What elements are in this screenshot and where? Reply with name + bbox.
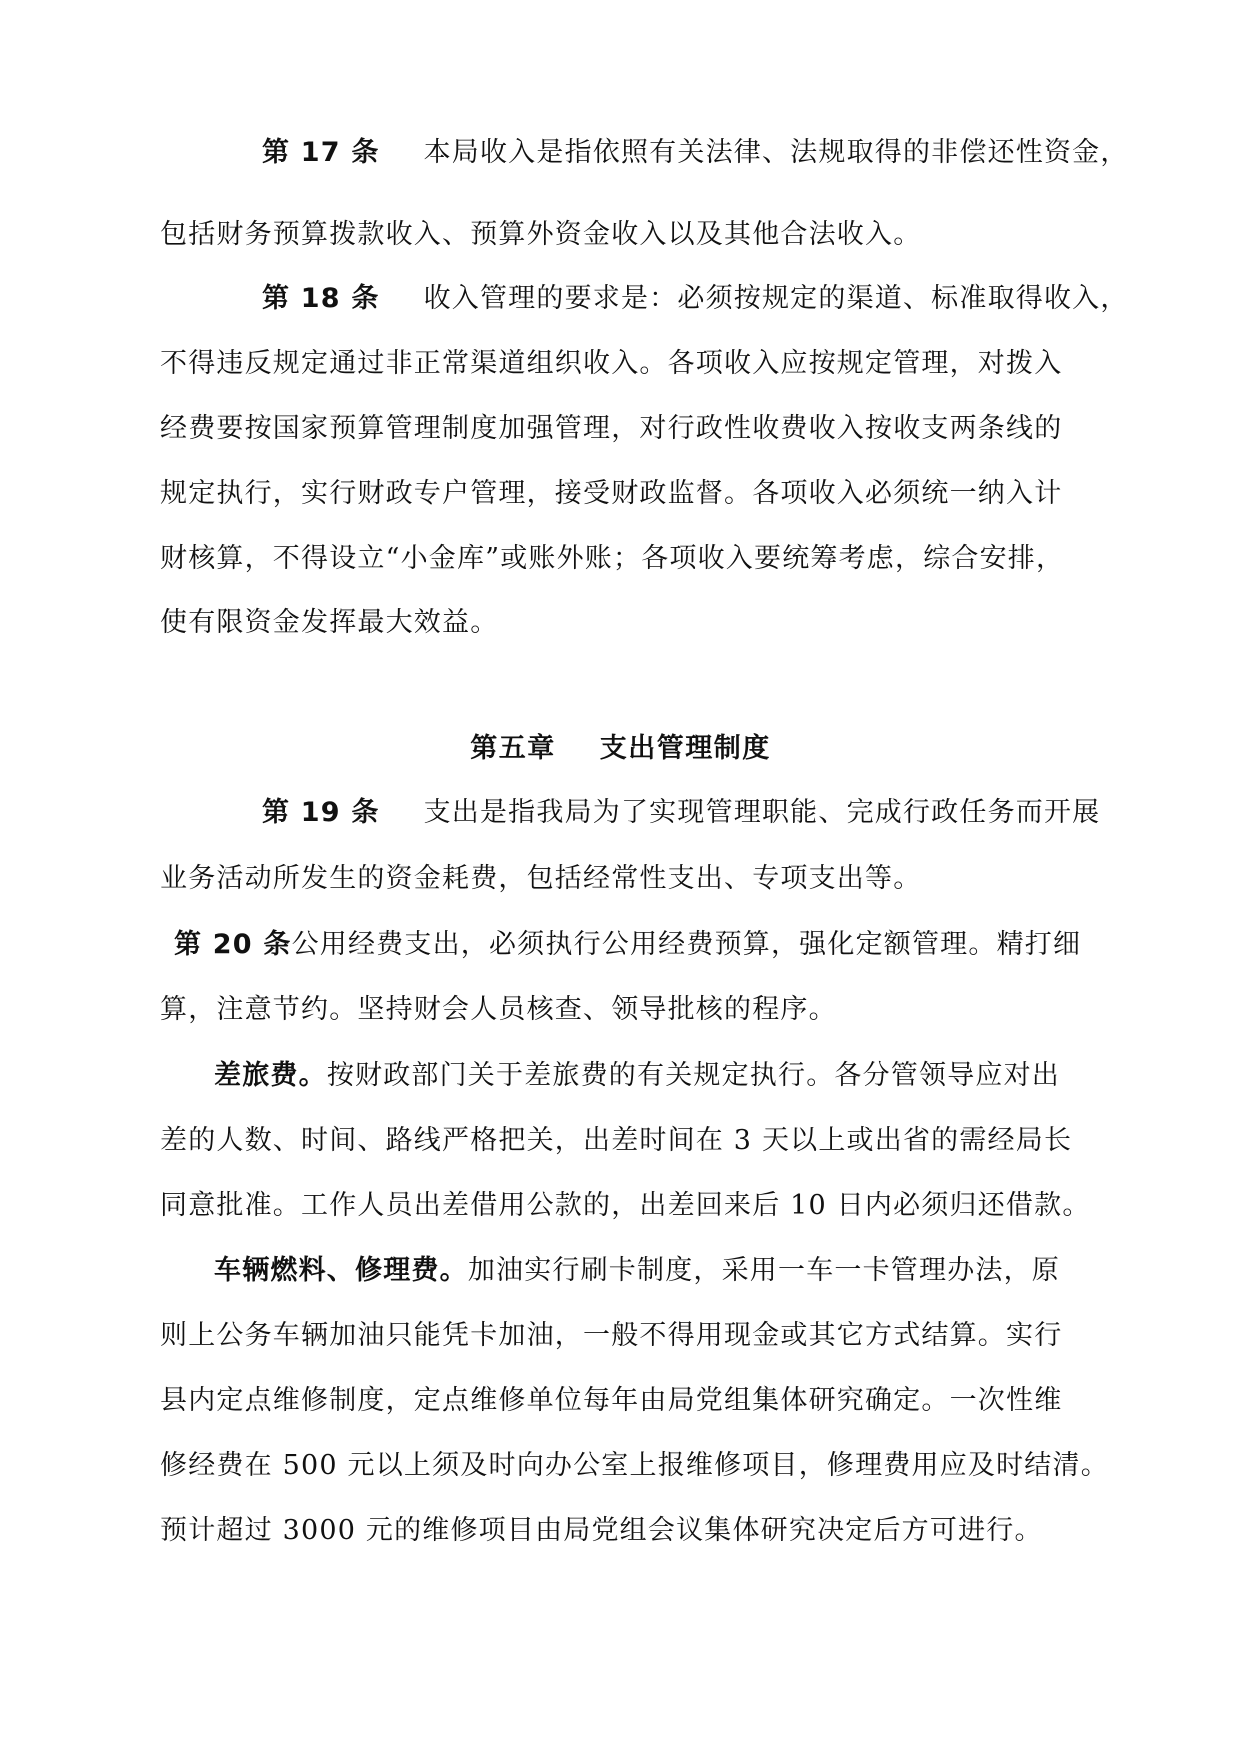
article-19-text: 支出是指我局为了实现管理职能、完成行政任务而开展	[423, 797, 1101, 828]
travel-line-3: 同意批准。工作人员出差借用公款的，出差回来后 10 日内必须归还借款。	[160, 1190, 1091, 1221]
vehicle-line-4: 修经费在 500 元以上须及时向办公室上报维修项目，修理费用应及时结清。	[160, 1450, 1109, 1481]
travel-label: 差旅费。	[214, 1060, 327, 1091]
article-18-line-1	[262, 282, 1129, 316]
vehicle-text: 加油实行刷卡制度，采用一车一卡管理办法，原	[467, 1255, 1061, 1286]
chapter-heading	[0, 732, 1241, 766]
article-18-line-2: 不得违反规定通过非正常渠道组织收入。各项收入应按规定管理，对拨入	[160, 348, 1063, 379]
article-18-label: 第 18 条	[262, 283, 380, 314]
article-18-line-5: 财核算，不得设立“小金库”或账外账；各项收入要统筹考虑，综合安排，	[160, 543, 1065, 574]
article-18-text: 收入管理的要求是：必须按规定的渠道、标准取得收入，	[423, 283, 1129, 314]
vehicle-label: 车辆燃料、修理费。	[214, 1255, 468, 1286]
article-18-line-6: 使有限资金发挥最大效益。	[160, 607, 499, 638]
article-19-line-1	[262, 796, 1100, 830]
article-17-label: 第 17 条	[262, 137, 380, 168]
article-18-line-3: 经费要按国家预算管理制度加强管理，对行政性收费收入按收支两条线的	[160, 413, 1063, 444]
article-20-text: 公用经费支出，必须执行公用经费预算，强化定额管理。精打细	[291, 929, 1082, 960]
vehicle-line-3: 县内定点维修制度，定点维修单位每年由局党组集体研究确定。一次性维	[160, 1385, 1063, 1416]
article-17-line-1	[262, 136, 1129, 170]
article-20-line-2: 算，注意节约。坚持财会人员核查、领导批核的程序。	[160, 994, 837, 1025]
travel-line-1	[214, 1059, 1060, 1093]
article-19-line-2: 业务活动所发生的资金耗费，包括经常性支出、专项支出等。	[160, 863, 922, 894]
article-17-line-2: 包括财务预算拨款收入、预算外资金收入以及其他合法收入。	[160, 219, 922, 250]
article-20-line-1	[174, 928, 1081, 962]
chapter-number: 第五章	[470, 733, 556, 764]
article-19-label: 第 19 条	[262, 797, 380, 828]
vehicle-line-1	[214, 1254, 1060, 1288]
article-17-text: 本局收入是指依照有关法律、法规取得的非偿还性资金，	[423, 137, 1129, 168]
vehicle-line-5: 预计超过 3000 元的维修项目由局党组会议集体研究决定后方可进行。	[160, 1515, 1043, 1546]
vehicle-line-2: 则上公务车辆加油只能凭卡加油，一般不得用现金或其它方式结算。实行	[160, 1320, 1063, 1351]
article-20-label: 第 20 条	[174, 929, 292, 960]
chapter-title: 支出管理制度	[599, 733, 771, 764]
article-18-line-4: 规定执行，实行财政专户管理，接受财政监督。各项收入必须统一纳入计	[160, 478, 1063, 509]
travel-text: 按财政部门关于差旅费的有关规定执行。各分管领导应对出	[326, 1060, 1061, 1091]
travel-line-2: 差的人数、时间、路线严格把关，出差时间在 3 天以上或出省的需经局长	[160, 1125, 1073, 1156]
